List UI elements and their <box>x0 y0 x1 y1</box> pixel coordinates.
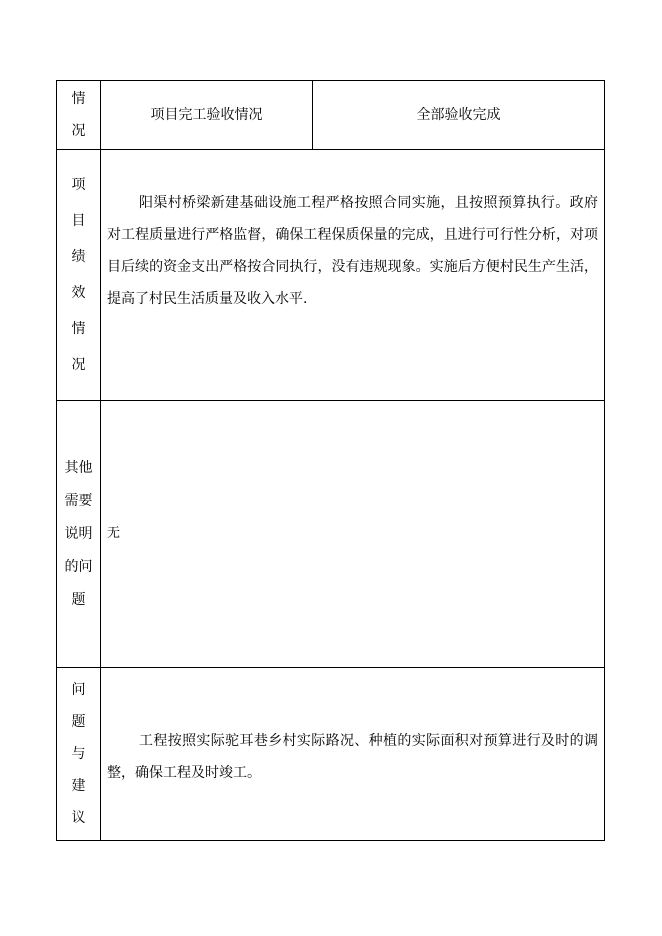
label-char: 问 <box>71 682 86 698</box>
completion-acceptance-row <box>57 81 605 150</box>
situation-label <box>57 92 100 138</box>
label-char: 况 <box>71 357 86 373</box>
project-evaluation-table <box>56 80 605 841</box>
completion-acceptance-value: 全部验收完成 <box>313 81 605 150</box>
label-char: 况 <box>71 123 86 139</box>
issues-suggestions-row <box>57 668 605 841</box>
other-issues-row <box>57 401 605 668</box>
performance-label <box>57 178 100 372</box>
other-issues-text: 无 <box>107 526 121 541</box>
completion-acceptance-item: 项目完工验收情况 <box>101 81 313 150</box>
label-char: 与 <box>71 746 86 762</box>
other-issues-label-cell <box>57 401 101 668</box>
other-issues-content-cell <box>101 401 605 668</box>
label-char: 其他 <box>64 460 93 476</box>
issues-suggestions-label <box>57 683 100 825</box>
issues-suggestions-text: 工程按照实际驼耳巷乡村实际路况、种植的实际面积对预算进行及时的调整，确保工程及时竣工。 <box>107 733 598 781</box>
label-char: 建 <box>71 778 86 794</box>
performance-row <box>57 150 605 401</box>
label-char: 说明 <box>64 526 93 542</box>
issues-suggestions-content-cell <box>101 668 605 841</box>
label-char: 题 <box>71 714 86 730</box>
label-char: 议 <box>71 810 86 826</box>
label-char: 的问 <box>64 559 93 575</box>
issues-suggestions-label-cell <box>57 668 101 841</box>
label-char: 需要 <box>64 493 93 509</box>
label-char: 项 <box>71 177 86 193</box>
label-char: 目 <box>71 213 86 229</box>
performance-text: 阳渠村桥梁新建基础设施工程严格按照合同实施，且按照预算执行。政府对工程质量进行严格监督，确保工程保质保量的完成，且进行可行性分析，对项目后续的资金支出严格按合同执行，没有违规现象。实施后方便村民生产生活，提高了村民生活质量及收入水平. <box>107 195 598 307</box>
label-char: 绩 <box>71 249 86 265</box>
label-char: 情 <box>71 321 86 337</box>
performance-label-cell <box>57 150 101 401</box>
label-char: 题 <box>71 592 86 608</box>
situation-label-cell <box>57 81 101 150</box>
label-char: 效 <box>71 285 86 301</box>
performance-content-cell <box>101 150 605 401</box>
other-issues-label <box>57 461 100 607</box>
label-char: 情 <box>71 91 86 107</box>
